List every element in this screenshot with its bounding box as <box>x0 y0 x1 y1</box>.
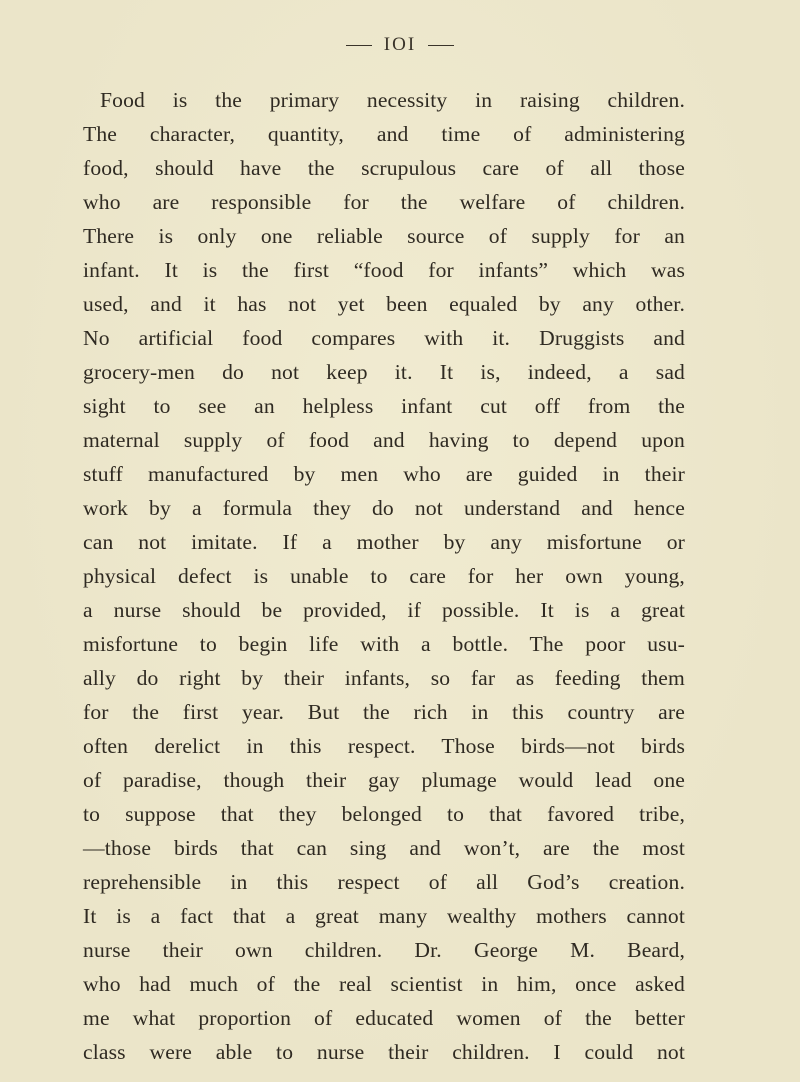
text-line: who had much of the real scientist in him, once asked <box>83 972 685 996</box>
text-line: who are responsible for the welfare of children. <box>83 190 685 214</box>
left-rule <box>346 45 372 46</box>
text-line: me what proportion of educated women of the better <box>83 1006 685 1030</box>
text-line: No artificial food compares with it. Druggists and <box>83 326 685 350</box>
text-line: sight to see an helpless infant cut off from the <box>83 394 685 418</box>
text-line: It is a fact that a great many wealthy mothers cannot <box>83 904 685 928</box>
text-line: The character, quantity, and time of administering <box>83 122 685 146</box>
text-line: nurse their own children. Dr. George M. Beard, <box>83 938 685 962</box>
text-line: ally do right by their infants, so far as feeding them <box>83 666 685 690</box>
text-line: a nurse should be provided, if possible. It is a great <box>83 598 685 622</box>
text-line: used, and it has not yet been equaled by any other. <box>83 292 685 316</box>
text-line: work by a formula they do not understand and hence <box>83 496 685 520</box>
text-line: class were able to nurse their children. I could not <box>83 1040 685 1064</box>
text-line: misfortune to begin life with a bottle. The poor usu- <box>83 632 685 656</box>
text-line: maternal supply of food and having to depend upon <box>83 428 685 452</box>
text-line: reprehensible in this respect of all God’s creation. <box>83 870 685 894</box>
text-line: Food is the primary necessity in raising children. <box>100 88 685 112</box>
text-line: There is only one reliable source of supply for an <box>83 224 685 248</box>
text-line: to suppose that they belonged to that favored tribe, <box>83 802 685 826</box>
right-rule <box>428 45 454 46</box>
text-line: for the first year. But the rich in this country are <box>83 700 685 724</box>
text-line: physical defect is unable to care for her own young, <box>83 564 685 588</box>
text-line: stuff manufactured by men who are guided in their <box>83 462 685 486</box>
text-line: of paradise, though their gay plumage would lead one <box>83 768 685 792</box>
text-line: grocery-men do not keep it. It is, indeed, a sad <box>83 360 685 384</box>
text-line: can not imitate. If a mother by any misfortune or <box>83 530 685 554</box>
text-line: food, should have the scrupulous care of all those <box>83 156 685 180</box>
text-line: —those birds that can sing and won’t, are the most <box>83 836 685 860</box>
text-line: infant. It is the first “food for infants” which was <box>83 258 685 282</box>
text-line: often derelict in this respect. Those birds—not birds <box>83 734 685 758</box>
running-head <box>0 34 800 56</box>
page-number: IOI <box>383 34 417 55</box>
